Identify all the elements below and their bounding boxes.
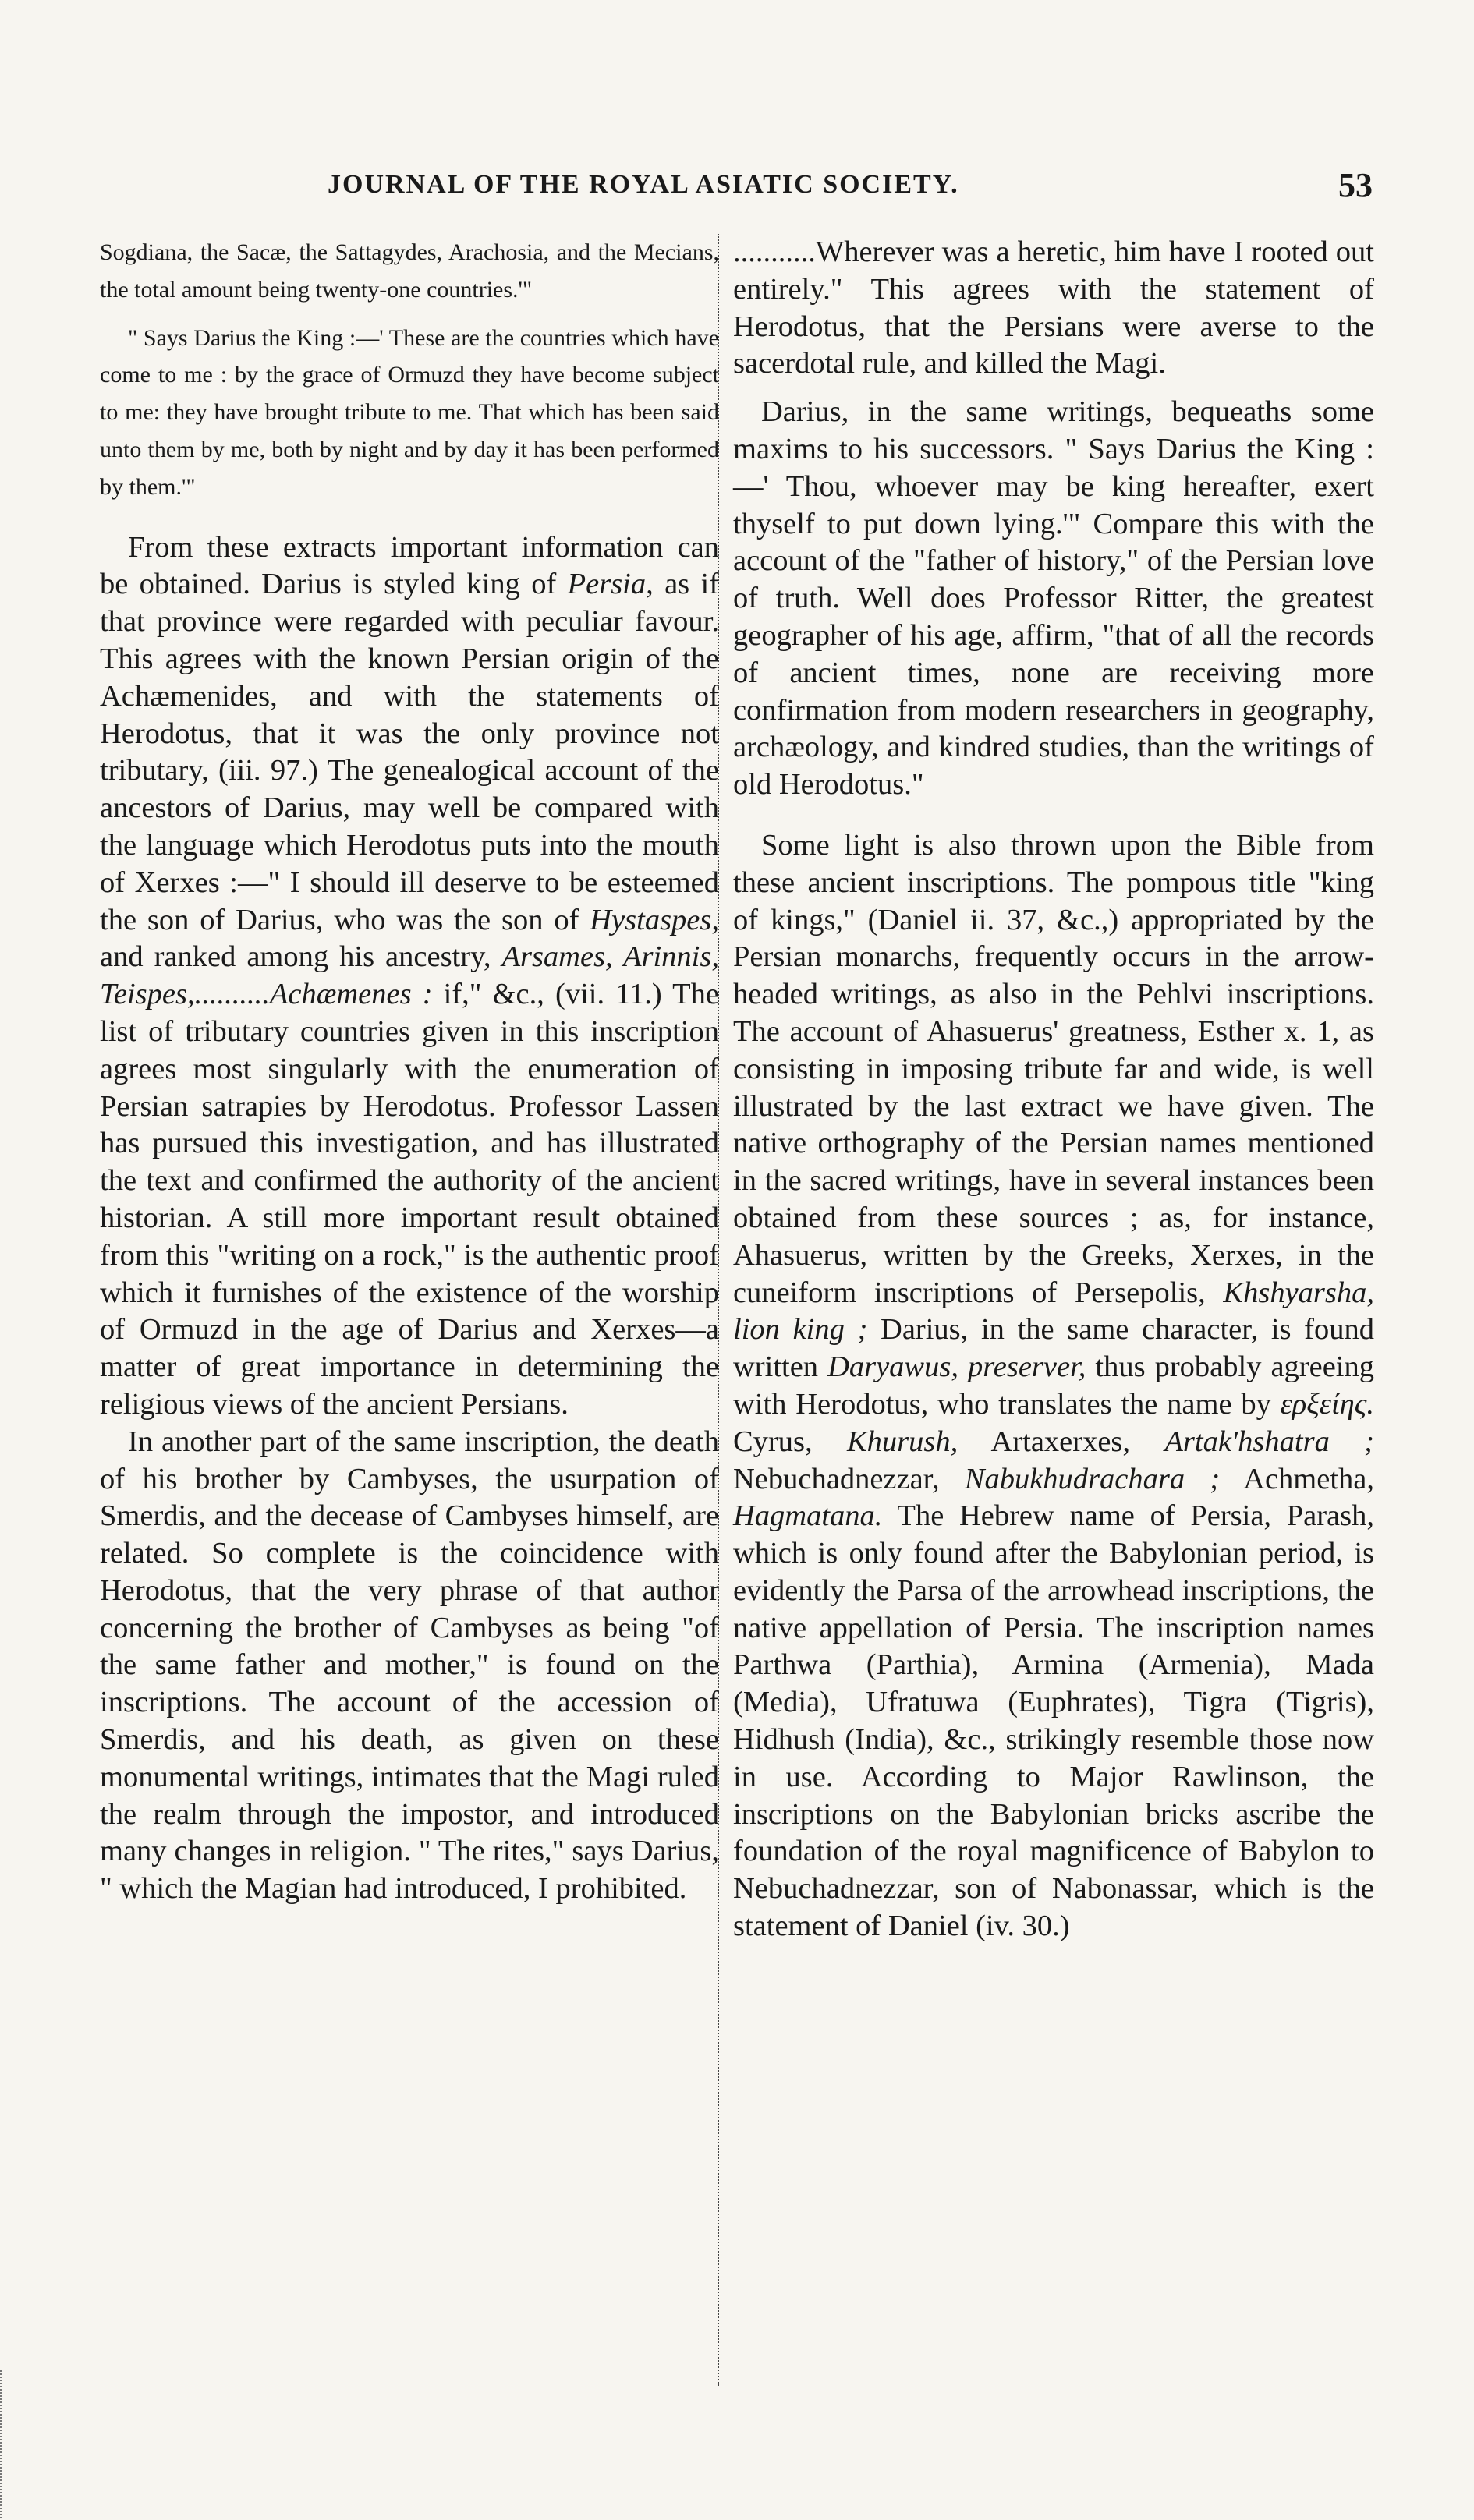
italic-term: Hystaspes, bbox=[590, 903, 719, 936]
italic-term: Daryawus, preserver, bbox=[827, 1350, 1086, 1384]
text-run: and ranked among his ancestry, bbox=[100, 940, 502, 974]
binding-edge-mark bbox=[0, 2370, 19, 2518]
italic-term: Artak'hshatra ; bbox=[1164, 1425, 1375, 1458]
text-run: thus probably agreeing with Herodotus, who translates the name by bbox=[733, 1350, 1374, 1421]
text-run: From these extracts important information can be obtained. Darius is styled king of bbox=[100, 530, 719, 601]
text-run: Cyrus, bbox=[733, 1425, 847, 1458]
text-run: Darius, in the same character, is found written bbox=[733, 1313, 1375, 1384]
running-head: JOURNAL OF THE ROYAL ASIATIC SOCIETY. bbox=[328, 170, 959, 199]
left-column bbox=[100, 234, 719, 1908]
body-paragraph: In another part of the same inscription, the death of his brother by Cambyses, the usurpation of Smerdis, and the decease of Cambyses himself, are related. So complete is the coincidence with Herodotus, that the very phrase of that author concerning the brother of Cambyses as being "of the same father and mother," is found on the inscriptions. The account of the accession of Smerdis, and his death, as given on these monumental writings, intimates that the Magi ruled the realm through the impostor, and introduced many changes in religion. " The rites," says Darius, " which the Magian had introduced, I prohibited. bbox=[100, 1425, 719, 1906]
body-paragraph bbox=[733, 827, 1374, 1945]
italic-term: Persia, bbox=[567, 568, 654, 601]
page-header bbox=[101, 165, 1373, 220]
text-run: if," &c., (vii. 11.) The list of tributary countries given in this inscription agrees most singularly with the enumeration of Persian satrapies by Herodotus. Professor Lassen has pursued this investigation, and has illustrated the text and confirmed the authority of the ancient historian. A still more important result obtained from this "writing on a rock," is the authentic proof which it furnishes of the existence of the worship of Ormuzd in the age of Darius and Xerxes—a matter of great importance in determining the religious views of the ancient Persians. bbox=[100, 978, 719, 1421]
column-divider bbox=[718, 234, 719, 2386]
text-run: Artaxerxes, bbox=[958, 1425, 1165, 1458]
italic-term: Khurush, bbox=[846, 1425, 958, 1458]
quote-continuation: Sogdiana, the Sacæ, the Sattagydes, Arachosia, and the Mecians, the total amount being twenty-one countries.'" bbox=[100, 239, 719, 303]
text-run: as if that province were regarded with peculiar favour. This agrees with the known Persian origin of the Achæmenides, and with the statements of Herodotus, that it was the only province not tributary, (iii. 97.) The genealogical account of the ancestors of Darius, may well be compared with the language which Herodotus puts into the mouth of Xerxes :—" I should ill deserve to be esteemed the son of Darius, who was the son of bbox=[100, 568, 719, 936]
greek-word: ερξείης. bbox=[1280, 1387, 1374, 1421]
body-paragraph: ...........Wherever was a heretic, him have I rooted out entirely." This agrees with the statement of Herodotus, that the Persians were averse to the sacerdotal rule, and killed the Magi. bbox=[733, 235, 1374, 380]
italic-term: Khshyarsha, lion king ; bbox=[733, 1276, 1374, 1347]
text-run: Nebuchadnezzar, bbox=[733, 1462, 965, 1495]
page-number: 53 bbox=[1338, 166, 1373, 204]
body-paragraph: Darius, in the same writings, bequeaths some maxims to his successors. " Says Darius the King :—' Thou, whoever may be king hereafter, exert thyself to put down lying.'" Compare this with the account of the "father of history," of the Persian love of truth. Well does Professor Ritter, the greatest geographer of his age, affirm, "that of all the records of ancient times, none are receiving more confirmation from modern researchers in geography, archæology, and kindred studies, than the writings of old Herodotus." bbox=[733, 395, 1374, 802]
text-run: Achmetha, bbox=[1220, 1462, 1374, 1495]
text-run: The Hebrew name of Persia, Parash, which is only found after the Babylonian period, is evidently the Parsa of the arrowhead inscriptions, the native appellation of Persia. The inscription names Parthwa (Parthia), Armina (Armenia), Mada (Media), Ufratuwa (Euphrates), Tigra (Tigris), Hidhush (India), &c., strikingly resemble those now in use. According to Major Rawlinson, the inscriptions on the Babylonian bricks ascribe the foundation of the royal magnificence of Babylon to Nebuchadnezzar, son of Nabonassar, which is the statement of Daniel (iv. 30.) bbox=[733, 1499, 1374, 1943]
italic-term: Nabukhudrachara ; bbox=[964, 1462, 1221, 1495]
right-column bbox=[733, 234, 1374, 1945]
text-run: Some light is also thrown upon the Bible from these ancient inscriptions. The pompous title "king of kings," (Daniel ii. 37, &c.,) appropriated by the Persian monarchs, frequently occurs in the arrow-headed writings, as also in the Pehlvi inscriptions. The account of Ahasuerus' greatness, Esther x. 1, as consisting in imposing tribute far and wide, is well illustrated by the last extract we have given. The native orthography of the Persian names mentioned in the sacred writings, have in several instances been obtained from these sources ; as, for instance, Ahasuerus, written by the Greeks, Xerxes, in the cuneiform inscriptions of Persepolis, bbox=[733, 828, 1374, 1309]
italic-term: Hagmatana. bbox=[733, 1499, 883, 1533]
italic-term: Arsames, Arinnis, Teispes,..........Achæmenes : bbox=[100, 940, 719, 1011]
body-paragraph bbox=[100, 529, 719, 1424]
quote-paragraph: " Says Darius the King :—' These are the countries which have come to me : by the grace of Ormuzd they have become subject to me: they have brought tribute to me. That which has been said unto them by me, both by night and by day it has been performed by them.'" bbox=[100, 324, 719, 500]
